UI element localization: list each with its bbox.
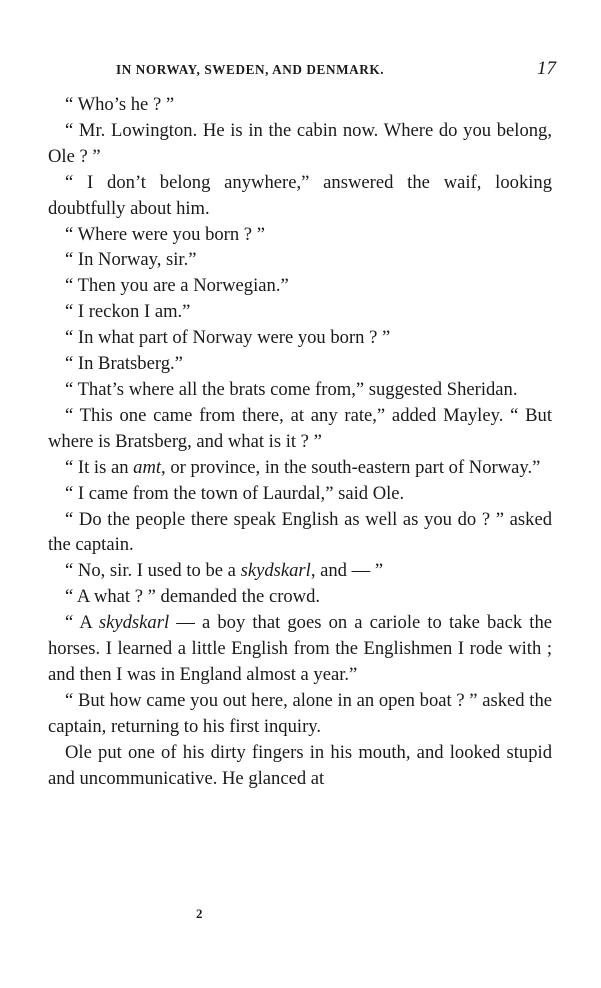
running-head: IN NORWAY, SWEDEN, AND DENMARK. bbox=[116, 62, 385, 77]
paragraph bbox=[48, 118, 552, 170]
paragraph bbox=[48, 688, 552, 740]
text-run: “ I don’t belong anywhere,” answered the waif, looking doubtfully about him. bbox=[48, 171, 552, 219]
page-header bbox=[48, 60, 556, 84]
paragraph bbox=[48, 92, 552, 118]
paragraph bbox=[48, 170, 552, 222]
text-run: Ole put one of his dirty fingers in his mouth, and looked stupid and uncommunicative. He glanced at bbox=[48, 741, 552, 789]
text-run: “ In Bratsberg.” bbox=[65, 353, 183, 375]
paragraph bbox=[48, 455, 552, 481]
paragraph bbox=[48, 325, 552, 351]
text-run: “ But how came you out here, alone in an open boat ? ” asked the captain, returning to his first inquiry. bbox=[48, 689, 552, 737]
signature-mark: 2 bbox=[196, 906, 203, 921]
italic-text: amt bbox=[133, 456, 162, 478]
text-run: “ I came from the town of Laurdal,” said Ole. bbox=[65, 482, 405, 504]
paragraph bbox=[48, 507, 552, 559]
text-run: “ A bbox=[65, 612, 99, 634]
italic-text: skydskarl bbox=[240, 560, 311, 582]
paragraph bbox=[48, 299, 552, 325]
text-run: “ Where were you born ? ” bbox=[65, 223, 265, 245]
paragraph bbox=[48, 403, 552, 455]
paragraph bbox=[48, 351, 552, 377]
text-run: “ Then you are a Norwegian.” bbox=[65, 275, 289, 297]
paragraph bbox=[48, 377, 552, 403]
text-run: — a boy that goes on a cariole to take back the horses. I learned a little English from the Englishmen I rode with ; and then I was in England almost a year.” bbox=[48, 612, 552, 685]
text-run: “ Do the people there speak English as well as you do ? ” asked the captain. bbox=[48, 508, 552, 556]
text-run: “ In what part of Norway were you born ? ” bbox=[65, 327, 391, 349]
paragraph bbox=[48, 273, 552, 299]
text-run: “ That’s where all the brats come from,” suggested Sheridan. bbox=[65, 378, 518, 400]
text-run: “ A what ? ” demanded the crowd. bbox=[65, 586, 321, 608]
text-run: , and — ” bbox=[310, 560, 384, 582]
text-run: “ In Norway, sir.” bbox=[65, 249, 197, 271]
paragraph bbox=[48, 247, 552, 273]
text-run: “ I reckon I am.” bbox=[65, 301, 191, 323]
text-run: , or province, in the south-eastern part of Norway.” bbox=[161, 456, 541, 478]
italic-text: skydskarl bbox=[98, 612, 170, 634]
text-run: “ Who’s he ? ” bbox=[65, 94, 175, 115]
paragraph bbox=[48, 584, 552, 610]
paragraph bbox=[48, 610, 552, 688]
text-run: “ No, sir. I used to be a bbox=[65, 560, 241, 582]
paragraph bbox=[48, 740, 552, 792]
paragraph bbox=[48, 481, 552, 507]
paragraph bbox=[48, 222, 552, 248]
text-run: “ Mr. Lowington. He is in the cabin now. Where do you belong, Ole ? ” bbox=[48, 119, 552, 167]
page-number: 17 bbox=[537, 58, 556, 79]
body-text bbox=[48, 92, 552, 791]
text-run: “ It is an bbox=[65, 456, 134, 478]
paragraph bbox=[48, 558, 552, 584]
text-run: “ This one came from there, at any rate,” added Mayley. “ But where is Bratsberg, and what is it ? ” bbox=[48, 404, 552, 452]
